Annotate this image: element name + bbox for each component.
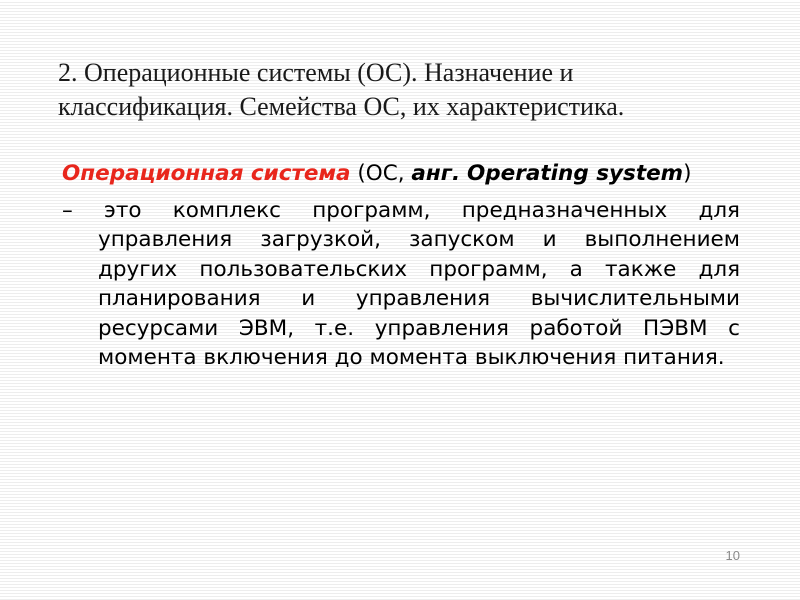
definition-open-paren: (ОС,: [350, 161, 412, 186]
language-abbreviation: анг.: [411, 161, 461, 186]
slide-body: [62, 159, 740, 373]
definition-close-paren: ): [683, 161, 692, 186]
slide-title-line-1: 2. Операционные системы (ОС). Назначение и: [58, 58, 574, 87]
description-paragraph: – это комплекс программ, предназначенных для управления загрузкой, запуском и выполнением других пользовательских программ, а также для планирования и управления вычислительными ресурсами ЭВМ, т.е. управления работой ПЭВМ с момента включения до момента выключения питания.: [62, 197, 740, 370]
slide-title-line-2: классификация. Семейства ОС, их характеристика.: [58, 92, 625, 121]
page-number: 10: [725, 548, 740, 563]
english-term: Operating system: [467, 161, 684, 186]
slide-title: [58, 56, 758, 124]
defined-term: Операционная система: [62, 161, 351, 186]
definition-space: [460, 161, 467, 186]
definition-paragraph: [62, 159, 740, 189]
